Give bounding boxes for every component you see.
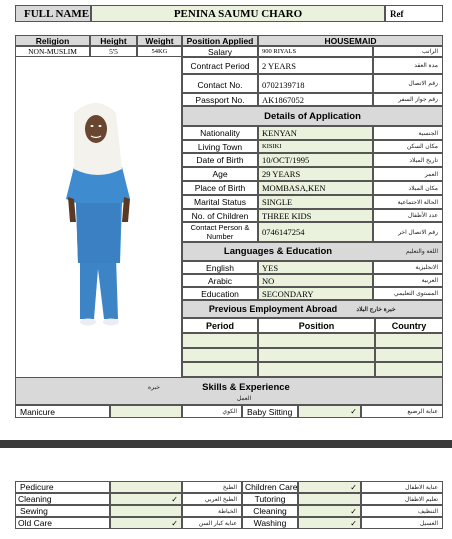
no-of-children-label: No. of Children bbox=[182, 209, 258, 222]
place-of-birth-label: Place of Birth bbox=[182, 181, 258, 195]
contract-period-arabic: مدة العقد bbox=[373, 57, 443, 74]
skill-washing-check: ✓ bbox=[298, 517, 361, 529]
salary-label: Salary bbox=[182, 46, 258, 57]
skill-manicure-arabic: الكوي bbox=[182, 405, 242, 418]
skill-baby-sitting-label: Baby Sitting bbox=[242, 405, 298, 418]
employment-header bbox=[182, 300, 443, 318]
english-arabic: الانجليزية bbox=[373, 261, 443, 274]
full-name-label: FULL NAME bbox=[15, 5, 91, 22]
skill-washing-arabic: الغسيل bbox=[361, 517, 443, 529]
place-of-birth-value: MOMBASA,KEN bbox=[258, 181, 373, 195]
position-applied-header: Position Applied bbox=[182, 35, 258, 46]
contact-person-value: 0746147254 bbox=[258, 222, 373, 242]
date-of-birth-label: Date of Birth bbox=[182, 153, 258, 167]
skill-children-care-label: Children Care bbox=[242, 481, 298, 493]
english-value: YES bbox=[258, 261, 373, 274]
skill-manicure-check bbox=[110, 405, 182, 418]
contact-no-label: Contact No. bbox=[182, 74, 258, 93]
age-value: 29 YEARS bbox=[258, 167, 373, 181]
salary-value: 900 RIYALS bbox=[258, 46, 373, 57]
employment-row bbox=[258, 348, 375, 362]
marital-status-value: SINGLE bbox=[258, 195, 373, 209]
employment-row bbox=[258, 362, 375, 377]
applicant-photo-figure bbox=[16, 57, 183, 377]
marital-status-arabic: الحالة الاجتماعية bbox=[373, 195, 443, 209]
date-of-birth-arabic: تاريخ الميلاد bbox=[373, 153, 443, 167]
contact-person-label: Contact Person & Number bbox=[182, 222, 258, 242]
height-header: Height bbox=[90, 35, 137, 46]
education-value: SECONDARY bbox=[258, 287, 373, 300]
skill-tutoring-label: Tutoring bbox=[242, 493, 298, 505]
languages-title: Languages & Education bbox=[223, 246, 333, 257]
employment-row bbox=[182, 333, 258, 348]
nationality-label: Nationality bbox=[182, 126, 258, 140]
date-of-birth-value: 10/OCT/1995 bbox=[258, 153, 373, 167]
skill-old-care-arabic: عناية كبار السن bbox=[182, 517, 242, 529]
skill-tutoring-arabic: تعليم الاطفال bbox=[361, 493, 443, 505]
skill-washing-label: Washing bbox=[242, 517, 298, 529]
skill-children-care-arabic: عناية الاطفال bbox=[361, 481, 443, 493]
employment-row bbox=[258, 333, 375, 348]
no-of-children-arabic: عدد الأطفال bbox=[373, 209, 443, 222]
skill-old-care-check: ✓ bbox=[110, 517, 182, 529]
employment-row bbox=[182, 362, 258, 377]
skill-sewing-arabic: الخياطة bbox=[182, 505, 242, 517]
english-label: English bbox=[182, 261, 258, 274]
age-arabic: العمر bbox=[373, 167, 443, 181]
religion-header: Religion bbox=[15, 35, 90, 46]
skill-children-care-check: ✓ bbox=[298, 481, 361, 493]
contact-no-value: 0702139718 bbox=[258, 74, 373, 93]
arabic-label: Arabic bbox=[182, 274, 258, 287]
living-town-value: KISIKI bbox=[258, 140, 373, 153]
position-value-header: HOUSEMAID bbox=[258, 35, 443, 46]
skill-cleaning-right-check: ✓ bbox=[298, 505, 361, 517]
employment-title: Previous Employment Abroad bbox=[208, 304, 338, 314]
skill-sewing-label: Sewing bbox=[15, 505, 110, 517]
living-town-label: Living Town bbox=[182, 140, 258, 153]
employment-row bbox=[375, 348, 443, 362]
skill-cleaning-right-label: Cleaning bbox=[242, 505, 298, 517]
page-break-bar bbox=[0, 440, 452, 448]
skill-sewing-check bbox=[110, 505, 182, 517]
skills-arabic-left: خبرة bbox=[148, 384, 160, 391]
employment-row bbox=[182, 348, 258, 362]
employment-title-arabic: خبرة خارج البلاد bbox=[356, 306, 396, 313]
applicant-photo bbox=[15, 57, 182, 377]
skills-arabic-center: العمل bbox=[236, 395, 252, 402]
passport-no-arabic: رقم جواز السفر bbox=[373, 93, 443, 106]
contract-period-label: Contract Period bbox=[182, 57, 258, 74]
employment-col-period: Period bbox=[182, 318, 258, 333]
skill-manicure-label: Manicure bbox=[15, 405, 110, 418]
education-arabic: المستوى التعليمي bbox=[373, 287, 443, 300]
skill-cleaning-check: ✓ bbox=[110, 493, 182, 505]
arabic-value: NO bbox=[258, 274, 373, 287]
weight-header: Weight bbox=[137, 35, 182, 46]
skill-tutoring-check bbox=[298, 493, 361, 505]
arabic-arabic: العربية bbox=[373, 274, 443, 287]
passport-no-label: Passport No. bbox=[182, 93, 258, 106]
marital-status-label: Marital Status bbox=[182, 195, 258, 209]
ref-label: Ref bbox=[385, 5, 443, 22]
salary-arabic: الراتب bbox=[373, 46, 443, 57]
weight-value: 54KG bbox=[137, 46, 182, 57]
employment-row bbox=[375, 362, 443, 377]
contact-person-arabic: رقم الاتصال اخر bbox=[373, 222, 443, 242]
contact-no-arabic: رقم الاتصال bbox=[373, 74, 443, 93]
passport-no-value: AK1867052 bbox=[258, 93, 373, 106]
skill-pedicure-label: Pedicure bbox=[15, 481, 110, 493]
languages-header bbox=[182, 242, 443, 261]
place-of-birth-arabic: مكان الميلاد bbox=[373, 181, 443, 195]
contract-period-value: 2 YEARS bbox=[258, 57, 373, 74]
skill-baby-sitting-arabic: عناية الرضيع bbox=[361, 405, 443, 418]
living-town-arabic: مكان السكن bbox=[373, 140, 443, 153]
education-label: Education bbox=[182, 287, 258, 300]
skills-header bbox=[15, 377, 443, 405]
skills-title: Skills & Experience bbox=[202, 381, 290, 393]
employment-row bbox=[375, 333, 443, 348]
skill-old-care-label: Old Care bbox=[15, 517, 110, 529]
skill-pedicure-check bbox=[110, 481, 182, 493]
religion-value: NON-MUSLIM bbox=[15, 46, 90, 57]
skill-baby-sitting-check: ✓ bbox=[298, 405, 361, 418]
nationality-arabic: الجنسية bbox=[373, 126, 443, 140]
employment-col-position: Position bbox=[258, 318, 375, 333]
full-name-value: PENINA SAUMU CHARO bbox=[91, 5, 385, 22]
height-value: 5'5 bbox=[90, 46, 137, 57]
nationality-value: KENYAN bbox=[258, 126, 373, 140]
languages-title-arabic: اللغة والتعليم bbox=[405, 249, 438, 255]
skill-pedicure-arabic: الطبخ bbox=[182, 481, 242, 493]
age-label: Age bbox=[182, 167, 258, 181]
details-title: Details of Application bbox=[182, 106, 443, 126]
skill-cleaning-label: Cleaning bbox=[15, 493, 110, 505]
employment-col-country: Country bbox=[375, 318, 443, 333]
skill-cleaning-arabic: الطبخ العربي bbox=[182, 493, 242, 505]
skill-cleaning-right-arabic: التنظيف bbox=[361, 505, 443, 517]
no-of-children-value: THREE KIDS bbox=[258, 209, 373, 222]
